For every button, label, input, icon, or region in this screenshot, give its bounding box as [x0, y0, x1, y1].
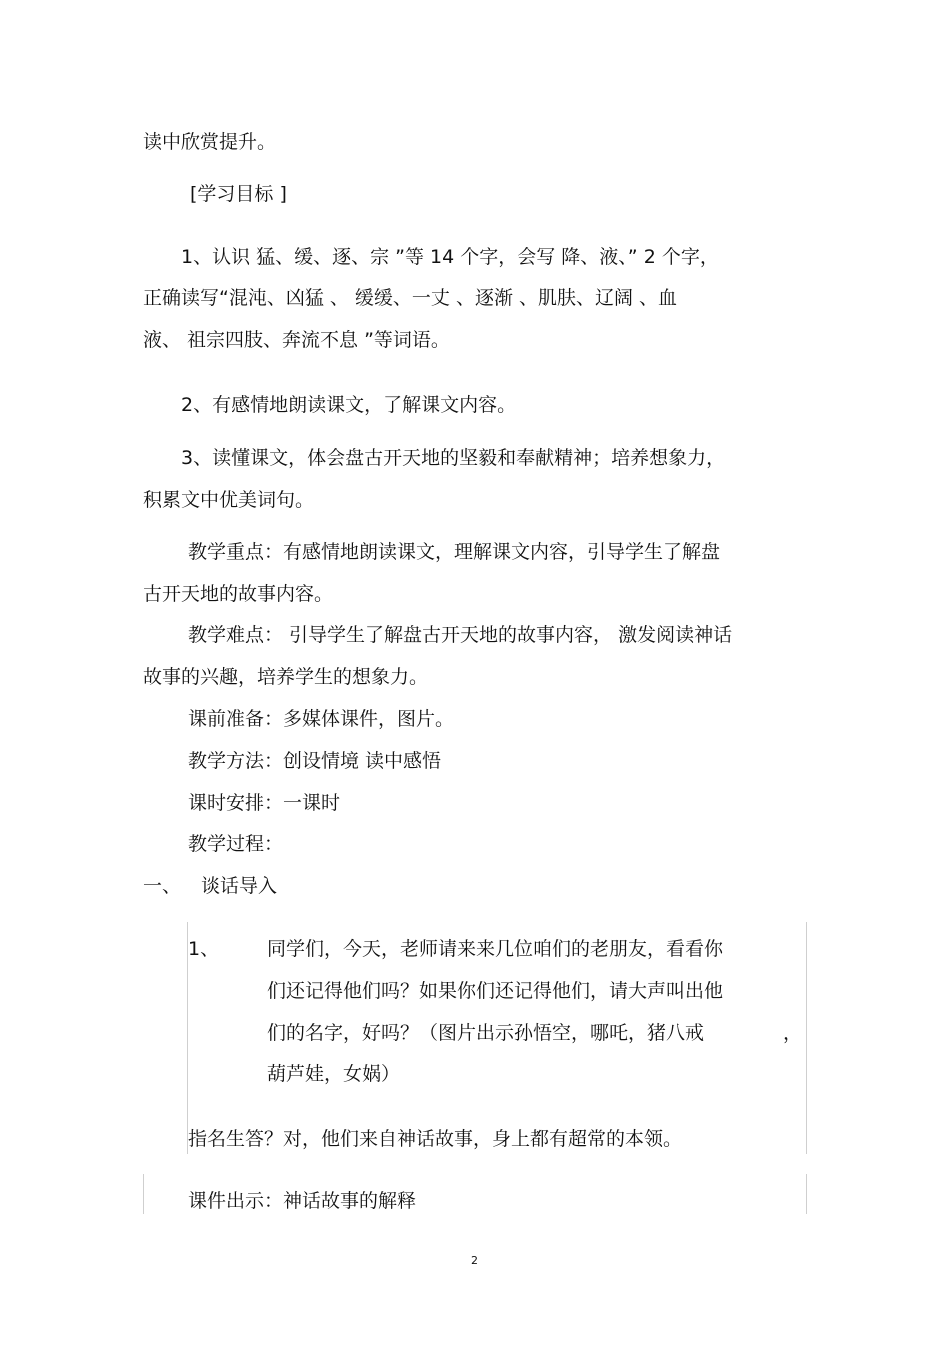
step-1-line-3: 们的名字，好吗？（图片出示孙悟空，哪吒，猪八戒: [267, 1022, 705, 1044]
process-line: 教学过程：: [188, 833, 284, 855]
objective-3-line-2: 积累文中优美词句。: [143, 489, 315, 511]
objective-2: 2、有感情地朗读课文，了解课文内容。: [181, 394, 517, 416]
section-one-number: 一、: [143, 875, 182, 897]
section-one-title: 谈话导入: [201, 875, 278, 897]
courseware-line: 课件出示：神话故事的解释: [188, 1190, 417, 1212]
objective-3-line-1: 3、读懂课文，体会盘古开天地的坚毅和奉献精神；培养想象力，: [181, 447, 726, 469]
preparation-line: 课前准备：多媒体课件，图片。: [188, 708, 455, 730]
step-1-number: 1、: [188, 938, 220, 960]
key-points-line-2: 古开天地的故事内容。: [143, 583, 334, 605]
objectives-heading: [学习目标 ]: [190, 183, 287, 205]
page-number: 2: [471, 1254, 478, 1267]
answer-line: 指名生答？对，他们来自神话故事，身上都有超常的本领。: [188, 1128, 683, 1150]
step-1-line-4: 葫芦娃，女娲）: [267, 1063, 401, 1085]
objective-1-line-2: 正确读写“混沌、凶猛 、 缓缓、一丈 、逐渐 、肌肤、辽阔 、血: [143, 287, 678, 309]
step-1-line-2: 们还记得他们吗？如果你们还记得他们，请大声叫出他: [267, 980, 724, 1002]
schedule-line: 课时安排：一课时: [188, 792, 341, 814]
objective-1-line-1: 1、认识 猛、缓、逐、宗 ”等 14 个字，会写 降、液、” 2 个字，: [181, 246, 719, 268]
table-border-right-2: [806, 1174, 807, 1214]
table-border-left-2: [143, 1174, 144, 1214]
difficulties-line-2: 故事的兴趣，培养学生的想象力。: [143, 666, 429, 688]
method-line: 教学方法：创设情境 读中感悟: [188, 750, 442, 772]
step-1-line-3-end: ，: [783, 1022, 803, 1044]
intro-line: 读中欣赏提升。: [143, 131, 277, 153]
key-points-line-1: 教学重点：有感情地朗读课文，理解课文内容，引导学生了解盘: [188, 541, 721, 563]
step-1-line-1: 同学们，今天，老师请来来几位咱们的老朋友，看看你: [267, 938, 724, 960]
objective-1-line-3: 液、 祖宗四肢、奔流不息 ”等词语。: [143, 329, 450, 351]
difficulties-line-1: 教学难点： 引导学生了解盘古开天地的故事内容， 激发阅读神话: [188, 624, 733, 646]
table-border-right: [806, 922, 807, 1154]
